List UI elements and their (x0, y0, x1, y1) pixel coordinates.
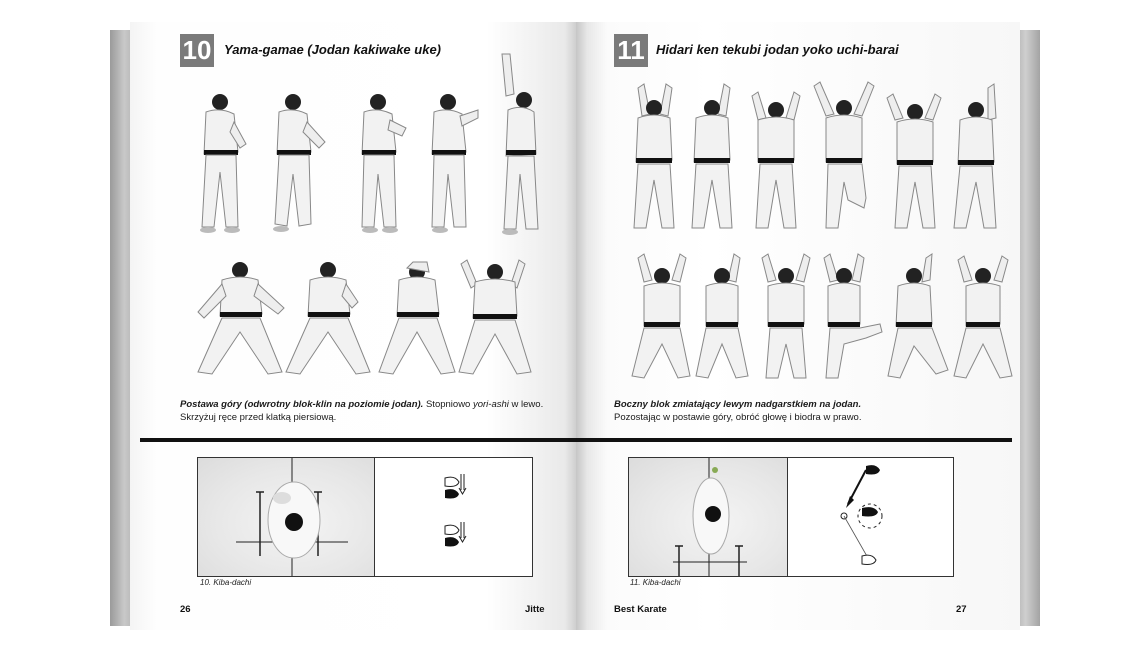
karateka-figure (694, 254, 754, 387)
karateka-figure (816, 254, 886, 387)
step-number-badge: 11 (614, 34, 648, 67)
caption-text: w lewo. Skrzyżuj ręce przed klatką piersiową. (180, 399, 544, 423)
page-number: 27 (956, 604, 967, 615)
step-heading: Yama-gamae (Jodan kakiwake uke) (224, 42, 442, 57)
karateka-figure (420, 92, 480, 242)
step-caption (614, 398, 1004, 424)
karateka-figure (952, 256, 1014, 387)
running-title: Best Karate (614, 604, 667, 615)
karateka-figure (455, 260, 535, 385)
karateka-figure (190, 92, 250, 242)
step-heading: Hidari ken tekubi jodan yoko uchi-barai (656, 42, 899, 57)
karateka-figure (265, 92, 327, 242)
karateka-figure (886, 254, 952, 387)
karateka-figure (684, 84, 742, 239)
karateka-figure (881, 84, 947, 239)
caption-text: Stopniowo (423, 399, 473, 410)
caption-term: yori-ashi (472, 399, 509, 410)
karateka-figure (744, 84, 806, 239)
left-page (130, 22, 576, 630)
section-divider (140, 438, 576, 442)
diagram-label: 11. Kiba-dachi (630, 578, 681, 587)
section-divider (576, 438, 1012, 442)
right-page (576, 22, 1020, 630)
footwork-diagram (788, 458, 953, 576)
stance-diagram (197, 457, 533, 577)
caption-bold: Postawa góry (odwrotny blok-klin na poziomie jodan). (180, 399, 424, 410)
stance-diagram (628, 457, 954, 577)
karateka-figure (628, 254, 696, 387)
running-title: Jitte (525, 604, 545, 615)
karateka-figure (280, 262, 380, 385)
caption-bold: Boczny blok zmiatający lewym nadgarstkiem na jodan. (614, 399, 862, 410)
karateka-figure (808, 82, 880, 239)
karateka-figure (488, 54, 544, 242)
caption-text: Pozostając w postawie góry, obróć głowę i biodra w prawo. (614, 412, 862, 423)
page-number: 26 (180, 604, 191, 615)
overhead-photo (629, 458, 788, 576)
karateka-figure (624, 84, 684, 239)
step-caption (180, 398, 570, 424)
karateka-figure (754, 254, 818, 387)
karateka-figure (948, 84, 1006, 239)
diagram-label: 10. Kiba-dachi (200, 578, 252, 587)
karateka-figure (373, 262, 463, 385)
open-book (110, 22, 1040, 630)
step-number-badge: 10 (180, 34, 214, 67)
overhead-photo (198, 458, 375, 576)
karateka-figure (192, 262, 292, 385)
karateka-figure (350, 92, 410, 242)
footwork-diagram (375, 458, 532, 576)
